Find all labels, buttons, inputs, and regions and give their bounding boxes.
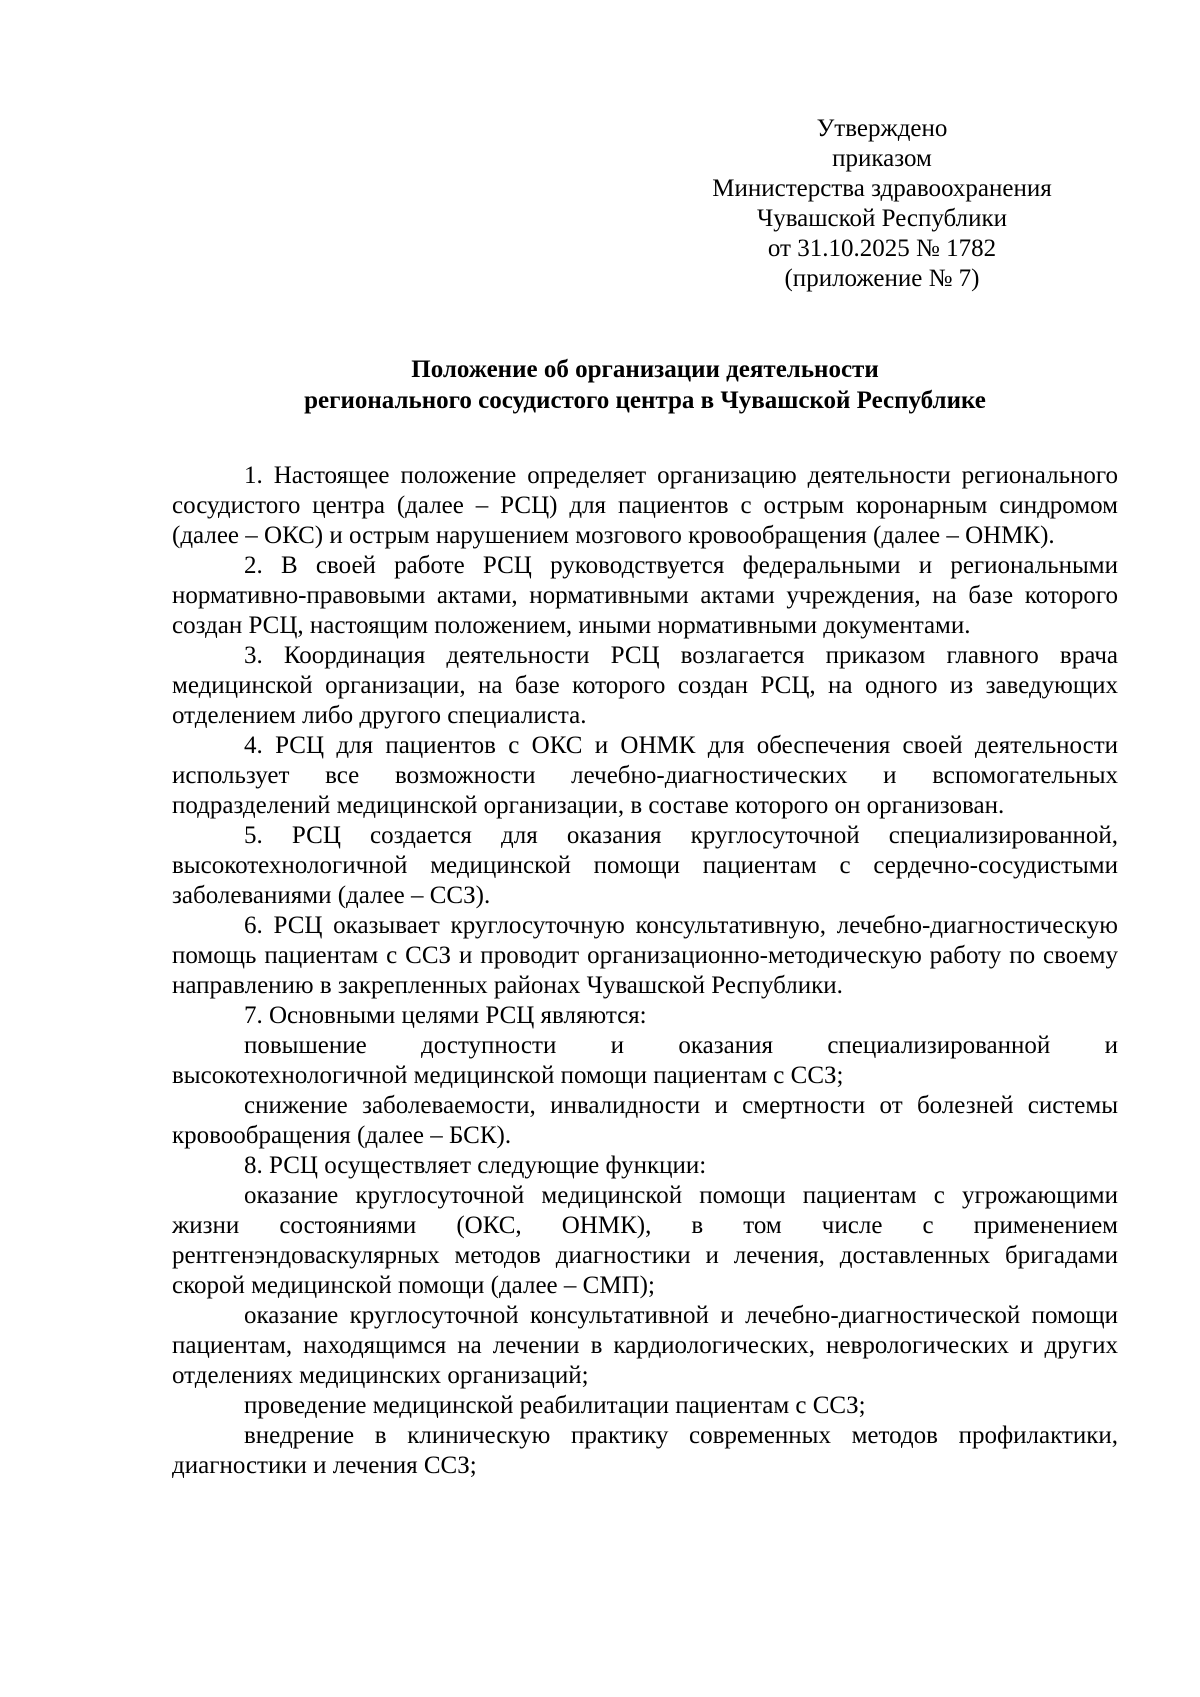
approval-line: Министерства здравоохранения [712, 175, 1052, 202]
paragraph: 3. Координация деятельности РСЦ возлагается приказом главного врача медицинской организации, на базе которого создан РСЦ, на одного из заведующих отделением либо другого специалиста. [172, 642, 1118, 729]
paragraph: 1. Настоящее положение определяет организацию деятельности регионального сосудистого центра (далее – РСЦ) для пациентов с острым коронарным синдромом (далее – ОКС) и острым нарушением мозгового кровообращения (далее – ОНМК). [172, 462, 1118, 549]
paragraph: внедрение в клиническую практику современных методов профилактики, диагностики и лечения ССЗ; [172, 1422, 1118, 1479]
document-body [172, 461, 1118, 1481]
approval-stamp-block [682, 114, 1082, 294]
document-title [172, 354, 1118, 416]
title-line: регионального сосудистого центра в Чувашской Республике [304, 387, 986, 414]
approval-line: от 31.10.2025 № 1782 [767, 235, 997, 262]
paragraph: 5. РСЦ создается для оказания круглосуточной специализированной, высокотехнологичной медицинской помощи пациентам с сердечно-сосудистыми заболеваниями (далее – ССЗ). [172, 822, 1118, 909]
paragraph: 4. РСЦ для пациентов с ОКС и ОНМК для обеспечения своей деятельности использует все возможности лечебно-диагностических и вспомогательных подразделений медицинской организации, в составе которого он организован. [172, 732, 1118, 819]
paragraph: 7. Основными целями РСЦ являются: [244, 1002, 647, 1029]
approval-line: Чувашской Республики [756, 205, 1008, 232]
paragraph: 6. РСЦ оказывает круглосуточную консультативную, лечебно-диагностическую помощь пациентам с ССЗ и проводит организационно-методическую работу по своему направлению в закрепленных районах Чувашской Республики. [172, 912, 1118, 999]
paragraph: 8. РСЦ осуществляет следующие функции: [244, 1152, 707, 1179]
approval-line: (приложение № 7) [784, 265, 980, 292]
paragraph: оказание круглосуточной медицинской помощи пациентам с угрожающими жизни состояниями (ОКС, ОНМК), в том числе с применением рентгенэндоваскулярных методов диагностики и лечения, доставленных бригадами скорой медицинской помощи (далее – СМП); [172, 1182, 1118, 1299]
title-line: Положение об организации деятельности [411, 356, 879, 383]
paragraph: снижение заболеваемости, инвалидности и смертности от болезней системы кровообращения (далее – БСК). [172, 1092, 1118, 1149]
approval-line: приказом [832, 145, 932, 172]
paragraph: 2. В своей работе РСЦ руководствуется федеральными и региональными нормативно-правовыми актами, нормативными актами учреждения, на базе которого создан РСЦ, настоящим положением, иными нормативными документами. [172, 552, 1118, 639]
approval-line: Утверждено [816, 115, 948, 142]
paragraph: повышение доступности и оказания специализированной и высокотехнологичной медицинской помощи пациентам с ССЗ; [172, 1032, 1118, 1089]
paragraph: оказание круглосуточной консультативной и лечебно-диагностической помощи пациентам, находящимся на лечении в кардиологических, неврологических и других отделениях медицинских организаций; [172, 1302, 1118, 1389]
paragraph: проведение медицинской реабилитации пациентам с ССЗ; [244, 1392, 866, 1419]
